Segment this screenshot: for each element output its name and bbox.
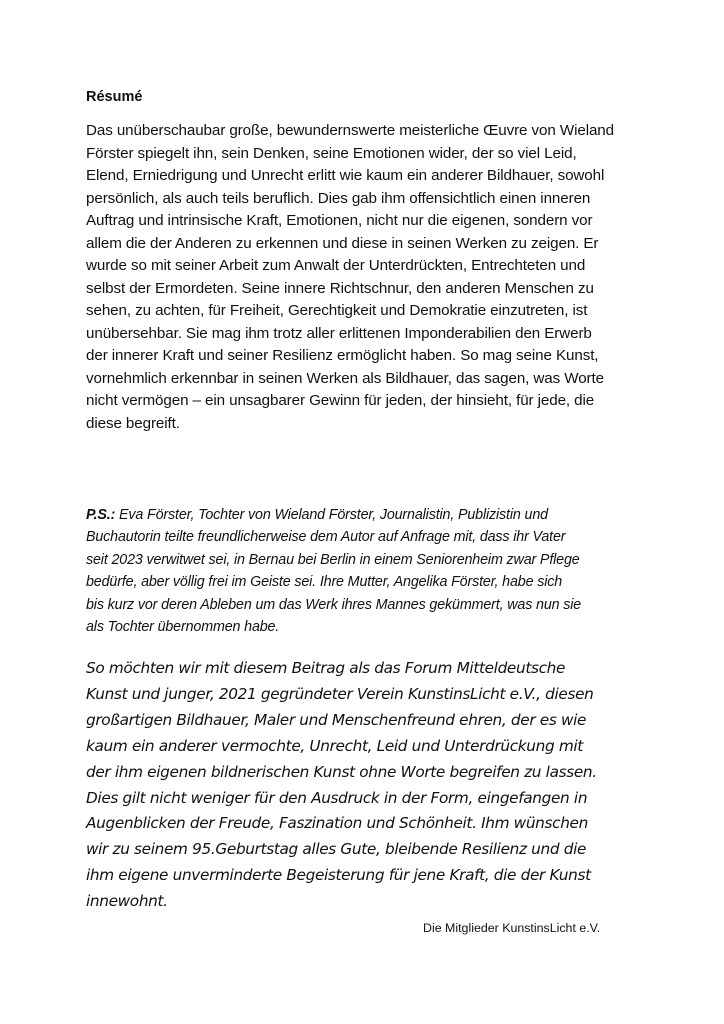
text-line: vornehmlich erkennbar in seinen Werken als Bildhauer, das sagen, was Worte [86,369,604,387]
text-line: innewohnt. [86,892,168,911]
text-line: sehen, zu achten, für Freiheit, Gerechtigkeit und Demokratie einzutreten, ist [86,302,588,319]
text-line: Auftrag und intrinsische Kraft, Emotionen, nicht nur die eigenen, sondern vor [86,212,593,229]
text-line: Buchautorin teilte freundlicherweise dem Autor auf Anfrage mit, dass ihr Vater [86,529,566,546]
text-line: So möchten wir mit diesem Beitrag als das Forum Mitteldeutsche [86,659,566,677]
text-line: seit 2023 verwitwet sei, in Bernau bei Berlin in einem Seniorenheim zwar Pflege [86,551,580,568]
tribute-paragraph [86,656,646,915]
section-title: Résumé [86,89,143,105]
text-line: allem die der Anderen zu erkennen und diese in seinen Werken zu zeigen. Er [86,234,599,252]
text-line: als Tochter übernommen habe. [86,619,280,636]
resume-paragraph [86,120,646,435]
text-line: diese begreift. [86,414,180,432]
text-line: nicht vermögen – ein unsagbarer Gewinn für jeden, der hinsieht, für jede, die [86,392,595,409]
text-line: Das unüberschaubar große, bewundernswerte meisterliche Œuvre von Wieland [86,122,615,139]
text-line: bedürfe, aber völlig frei im Geiste sei. Ihre Mutter, Angelika Förster, habe sich [86,574,563,591]
text-line: Augenblicken der Freude, Faszination und Schönheit. Ihm wünschen [86,814,588,833]
ps-label: P.S.: [86,507,116,523]
text-line: der ihm eigenen bildnerischen Kunst ohne Worte begreifen zu lassen. [86,762,597,781]
text-line: kaum ein anderer vermochte, Unrecht, Leid und Unterdrückung mit [86,736,583,755]
text-line: großartigen Bildhauer, Maler und Menschenfreund ehren, der es wie [86,710,587,729]
text-line: Förster spiegelt ihn, sein Denken, seine Emotionen wider, der so viel Leid, [86,144,577,162]
text-line: bis kurz vor deren Ableben um das Werk ihres Mannes gekümmert, was nun sie [86,596,582,613]
text-line: wir zu seinem 95.Geburtstag alles Gute, bleibende Resilienz und die [86,840,587,859]
text-line: unübersehbar. Sie mag ihm trotz aller erlittenen Imponderabilien den Erwerb [86,324,592,342]
text-line: ihm eigene unverminderte Begeisterung für jene Kraft, die der Kunst [86,866,591,885]
ps-first-line-text: Eva Förster, Tochter von Wieland Förster, Journalistin, Publizistin und [115,507,548,523]
text-line: selbst der Ermordeten. Seine innere Richtschnur, den anderen Menschen zu [86,279,594,297]
text-line: der innerer Kraft und seiner Resilienz ermöglicht haben. So mag seine Kunst, [86,347,599,364]
text-line: Elend, Erniedrigung und Unrecht erlitt wie kaum ein anderer Bildhauer, sowohl [86,167,605,184]
signature: Die Mitglieder KunstinsLicht e.V. [423,921,601,935]
text-line: Dies gilt nicht weniger für den Ausdruck in der Form, eingefangen in [86,788,588,807]
text-line: Kunst und junger, 2021 gegründeter Verein KunstinsLicht e.V., diesen [86,684,594,703]
text-line [86,504,646,526]
postscript-paragraph [86,504,646,638]
text-line: persönlich, als auch teils beruflich. Dies gab ihm offensichtlich einen inneren [86,189,591,207]
text-line: wurde so mit seiner Arbeit zum Anwalt der Unterdrückten, Entrechteten und [86,257,586,274]
